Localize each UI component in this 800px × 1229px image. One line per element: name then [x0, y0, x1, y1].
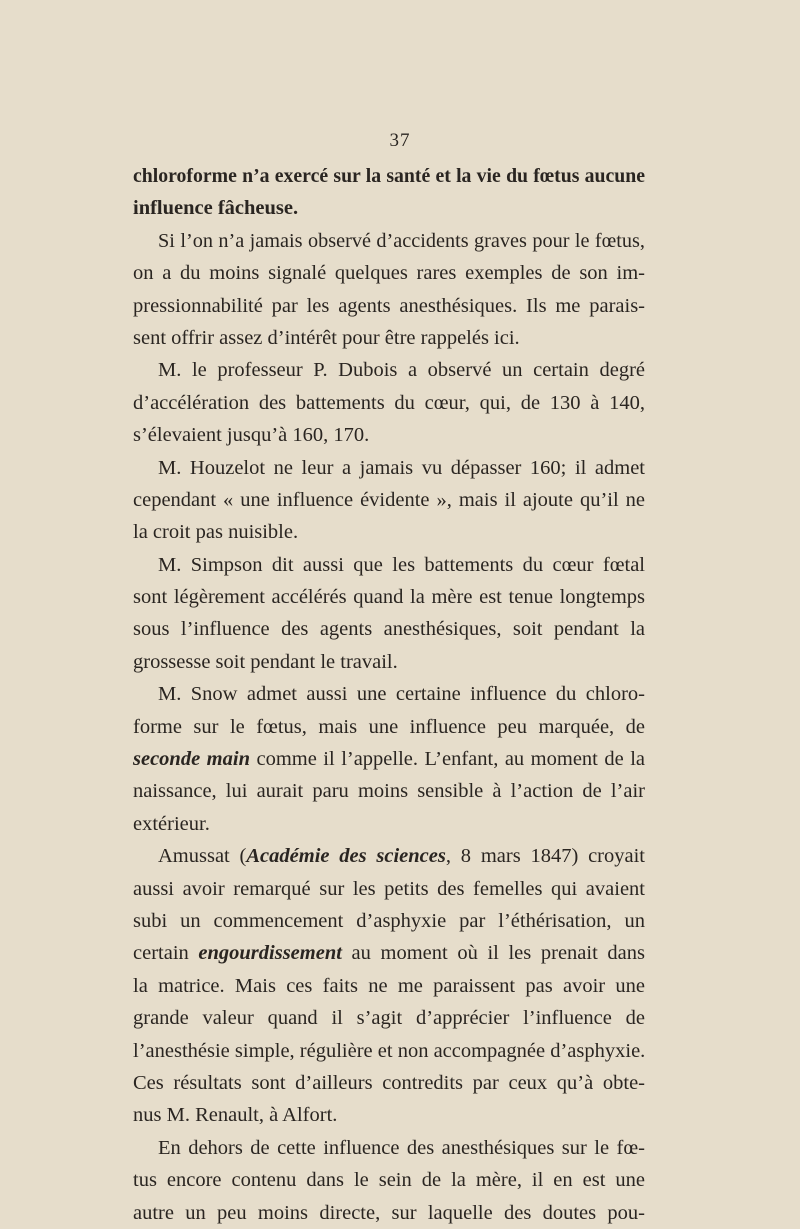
text-segment: s’élevaient jusqu’à 160, 170.	[133, 424, 370, 447]
text-segment: naissance, lui aurait paru moins sensible à l’action de l’air	[133, 780, 645, 803]
text-segment: l’anesthésie simple, régulière et non accompagnée d’asphyxie.	[133, 1039, 646, 1062]
text-line	[133, 873, 645, 905]
body-text	[133, 160, 645, 1229]
text-line	[133, 678, 645, 710]
text-segment: aussi avoir remarqué sur les petits des femelles qui avaient	[133, 877, 645, 900]
text-line	[133, 775, 645, 807]
text-segment: , 8 mars 1847) croyait	[445, 845, 646, 868]
text-segment: En dehors de cette influence des anesthésiques sur le fœ-	[158, 1136, 645, 1159]
text-segment: extérieur.	[133, 812, 210, 835]
text-segment: sous l’influence des agents anesthésiques, soit pendant la	[133, 618, 645, 641]
text-line	[133, 646, 645, 678]
text-line	[133, 970, 645, 1002]
text-line	[133, 1035, 645, 1067]
text-segment: sont légèrement accélérés quand la mère est tenue longtemps	[133, 586, 645, 609]
text-line	[133, 1002, 645, 1034]
text-segment: grossesse soit pendant le travail.	[133, 650, 398, 673]
text-segment: Amussat (	[158, 845, 247, 868]
text-line	[133, 1099, 645, 1131]
text-line	[133, 1197, 645, 1229]
text-line	[133, 1132, 645, 1164]
text-segment: subi un commencement d’asphyxie par l’éthérisation, un	[133, 909, 645, 932]
text-segment: sent offrir assez d’intérêt pour être rappelés ici.	[133, 326, 520, 349]
text-line	[133, 192, 645, 224]
text-segment: M. Simpson dit aussi que les battements du cœur fœtal	[158, 553, 645, 576]
text-line	[133, 937, 645, 969]
text-segment: au moment où il les prenait dans	[341, 942, 645, 965]
text-line	[133, 257, 645, 289]
text-line	[133, 419, 645, 451]
italic-text: seconde main	[133, 748, 250, 771]
text-line	[133, 322, 645, 354]
text-line	[133, 484, 645, 516]
text-line	[133, 160, 645, 192]
text-line	[133, 452, 645, 484]
text-line	[133, 840, 645, 872]
text-line	[133, 290, 645, 322]
text-line	[133, 1164, 645, 1196]
page-number: 37	[389, 130, 411, 151]
text-segment: la matrice. Mais ces faits ne me paraissent pas avoir une	[133, 974, 645, 997]
text-segment: d’accélération des battements du cœur, qui, de 130 à 140,	[133, 391, 645, 414]
text-segment: forme sur le fœtus, mais une influence peu marquée, de	[133, 715, 645, 738]
text-segment: la croit pas nuisible.	[133, 521, 299, 544]
text-segment: grande valeur quand il s’agit d’apprécier l’influence de	[133, 1007, 645, 1030]
text-line	[133, 549, 645, 581]
text-segment: cependant « une influence évidente », mais il ajoute qu’il ne	[133, 488, 645, 511]
text-line	[133, 905, 645, 937]
text-line	[133, 808, 645, 840]
text-segment: certain	[133, 942, 199, 965]
text-segment: on a du moins signalé quelques rares exemples de son im-	[133, 262, 645, 285]
text-segment: Si l’on n’a jamais observé d’accidents graves pour le fœtus,	[158, 229, 645, 252]
text-segment: M. Houzelot ne leur a jamais vu dépasser 160; il admet	[158, 456, 645, 479]
italic-text: Académie des sciences	[246, 845, 446, 868]
text-segment: chloroforme n’a exercé sur la santé et la vie du fœtus aucune	[133, 165, 645, 187]
text-line	[133, 225, 645, 257]
text-line	[133, 743, 645, 775]
text-line	[133, 516, 645, 548]
text-segment: nus M. Renault, à Alfort.	[133, 1104, 338, 1127]
italic-text: engourdissement	[198, 942, 342, 965]
text-line	[133, 711, 645, 743]
text-segment: influence fâcheuse.	[133, 197, 299, 220]
text-line	[133, 613, 645, 645]
text-line	[133, 1067, 645, 1099]
text-line	[133, 581, 645, 613]
text-segment: pressionnabilité par les agents anesthésiques. Ils me parais-	[133, 294, 645, 317]
text-segment: comme il l’appelle. L’enfant, au moment de la	[249, 748, 645, 771]
text-line	[133, 387, 645, 419]
text-segment: Ces résultats sont d’ailleurs contredits par ceux qu’à obte-	[133, 1071, 645, 1094]
text-segment: M. le professeur P. Dubois a observé un certain degré	[158, 359, 645, 382]
text-segment: M. Snow admet aussi une certaine influence du chloro-	[158, 683, 645, 706]
text-segment: autre un peu moins directe, sur laquelle des doutes pou-	[133, 1201, 645, 1224]
text-line	[133, 354, 645, 386]
text-segment: tus encore contenu dans le sein de la mère, il en est une	[133, 1169, 645, 1192]
